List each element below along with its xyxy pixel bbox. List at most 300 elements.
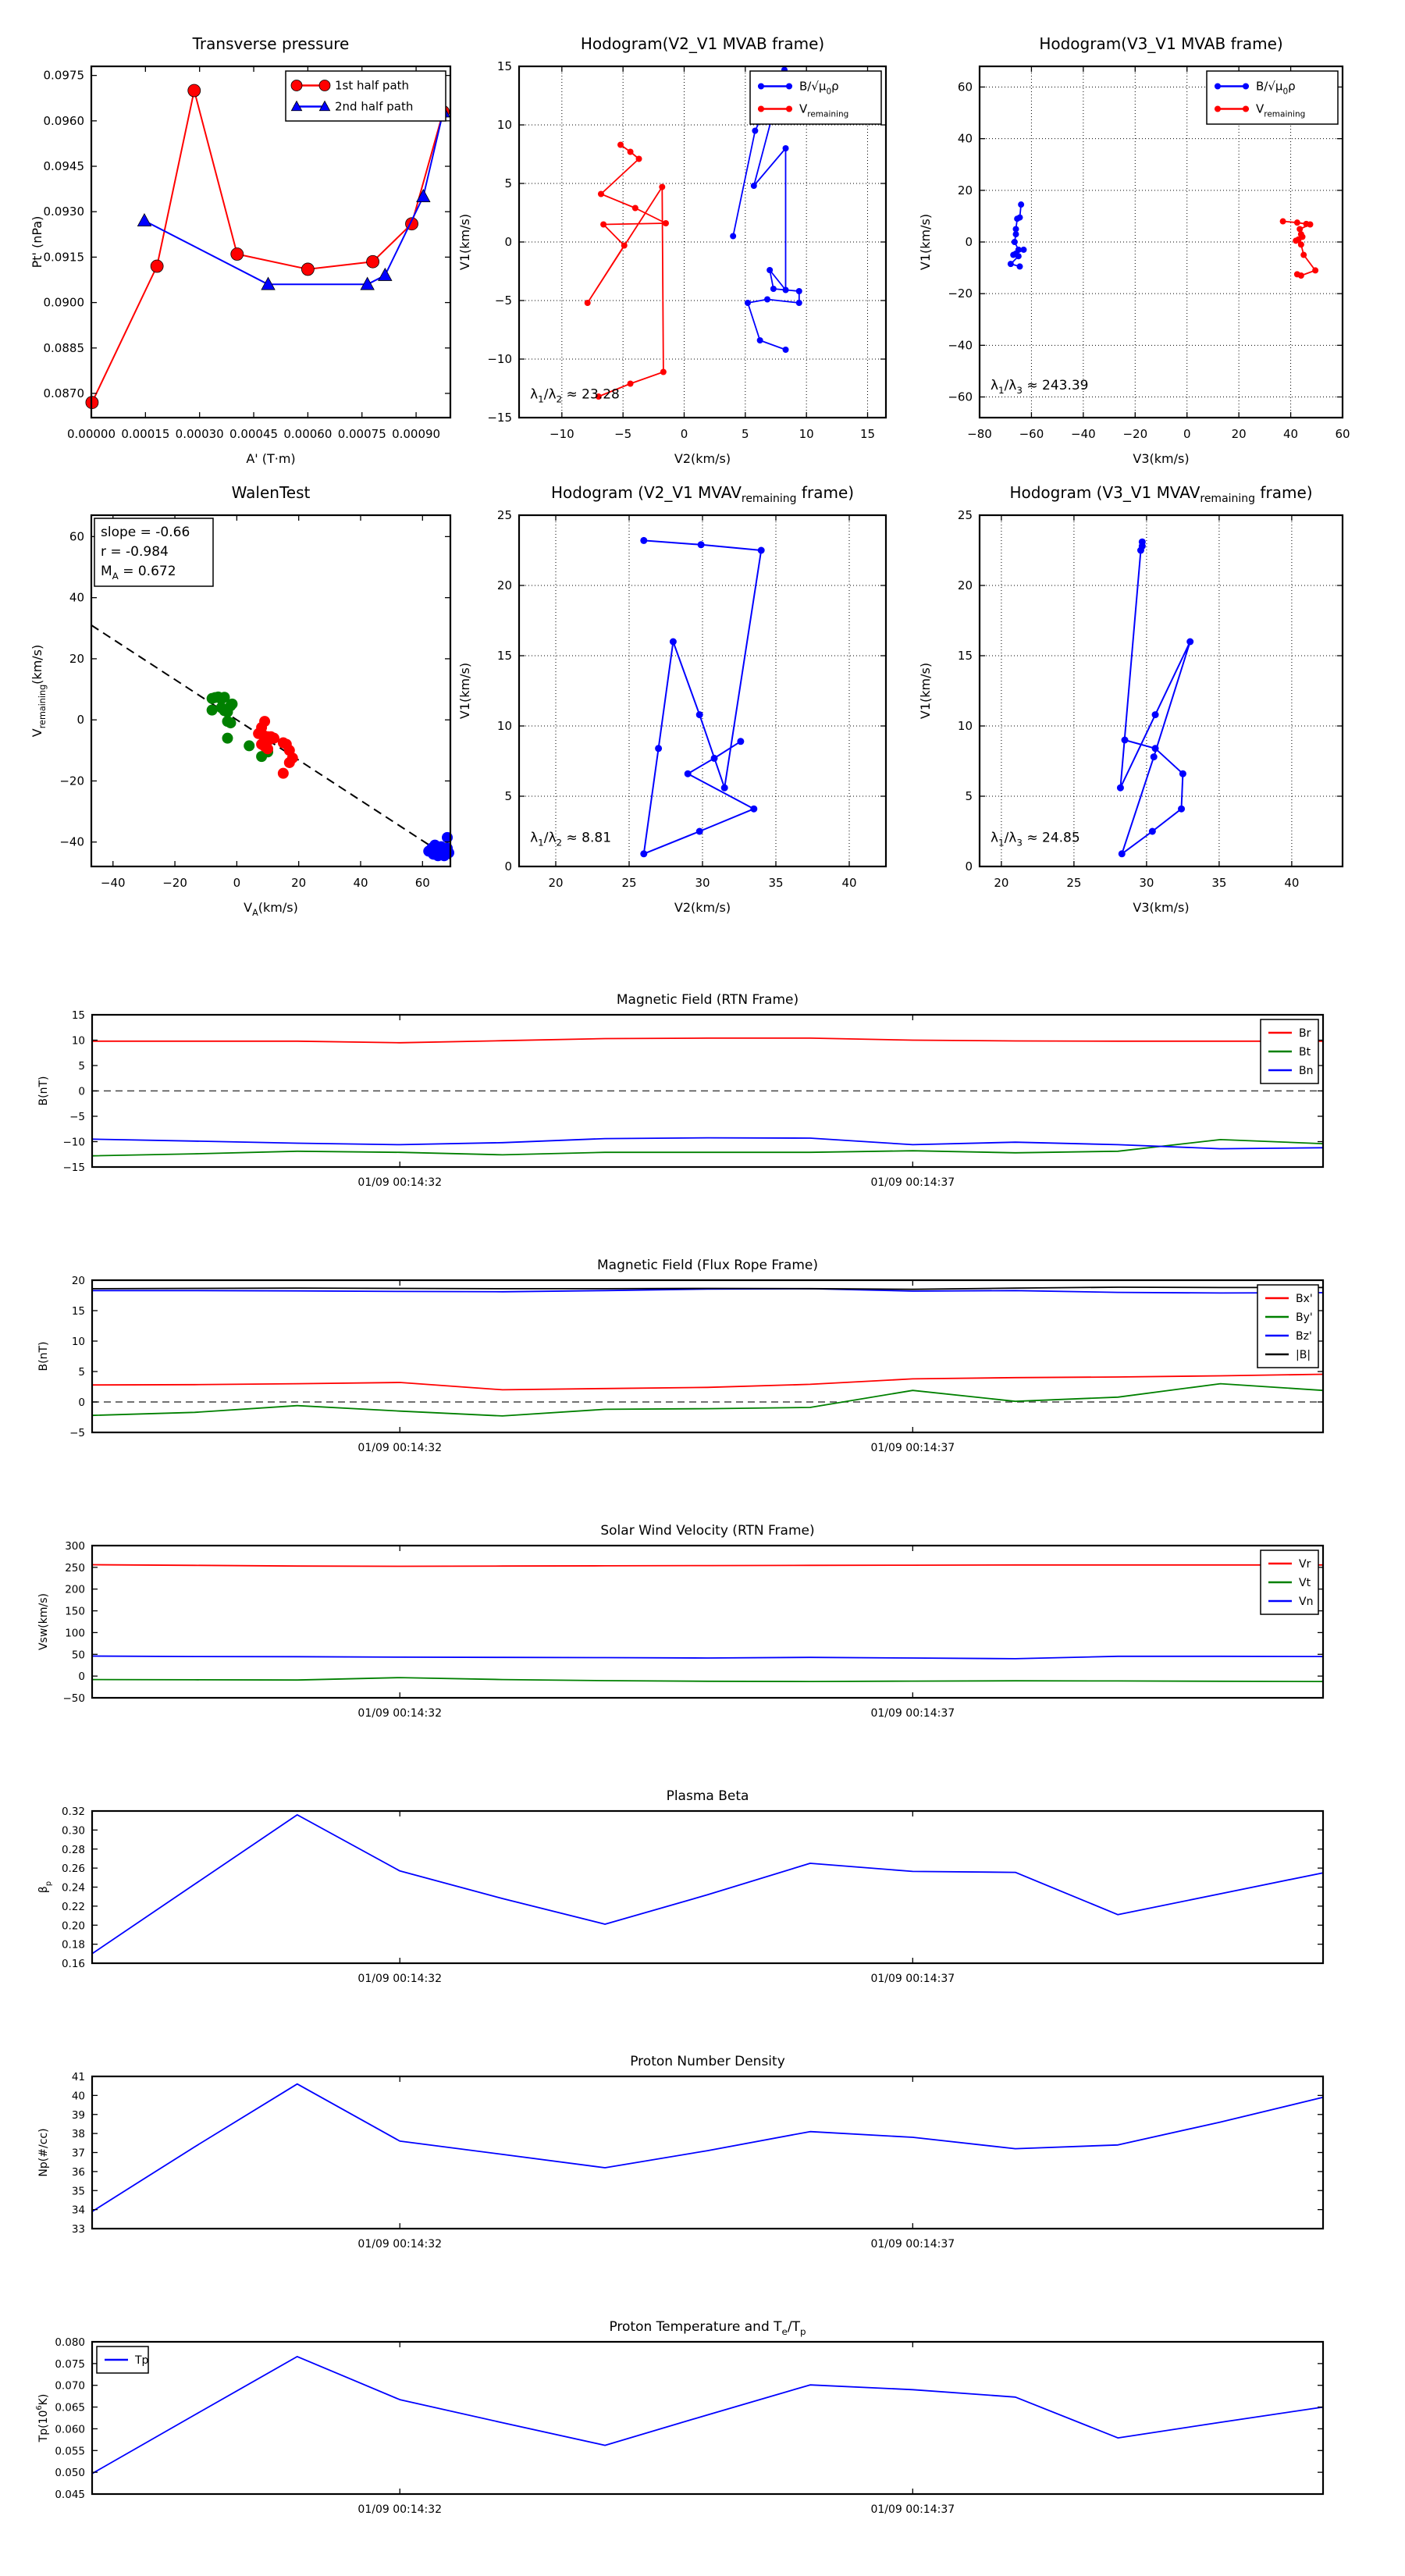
marker-circle: [1008, 261, 1014, 267]
y-tick-label: 0: [504, 859, 512, 873]
marker-circle: [1293, 237, 1299, 244]
y-tick-label: 0.18: [61, 1938, 85, 1952]
y-tick-label: 300: [65, 1540, 85, 1553]
panel-title: Proton Number Density: [630, 2054, 785, 2069]
y-tick-label: 34: [71, 2204, 85, 2217]
x-tick-label: 40: [1283, 427, 1299, 441]
x-tick-label: 01/09 00:14:37: [870, 1707, 955, 1720]
y-tick-label: 40: [957, 131, 973, 146]
panel-title: Solar Wind Velocity (RTN Frame): [600, 1523, 815, 1539]
series-Np: [92, 2084, 1323, 2211]
y-tick-label: 0.0945: [43, 159, 84, 174]
marker-circle: [632, 205, 638, 212]
marker-circle: [1307, 222, 1313, 228]
y-tick-label: 41: [71, 2071, 85, 2083]
y-tick-label: −50: [62, 1692, 85, 1705]
legend: [97, 2347, 149, 2373]
y-tick-label: 40: [69, 590, 84, 605]
marker-circle: [1215, 106, 1221, 112]
y-tick-label: 5: [78, 1060, 85, 1073]
y-tick-label: 15: [71, 1305, 85, 1318]
x-tick-label: 25: [1066, 876, 1082, 890]
y-tick-label: 20: [71, 1275, 85, 1287]
y-tick-label: 39: [71, 2108, 85, 2122]
panel-title: Hodogram(V3_V1 MVAB frame): [1039, 34, 1283, 53]
y-tick-label: −10: [487, 352, 512, 366]
x-tick-label: 01/09 00:14:32: [357, 2238, 443, 2250]
series-V-path: [1117, 539, 1193, 858]
marker-triangle: [137, 214, 151, 226]
marker-circle: [636, 156, 642, 162]
panel-title: Plasma Beta: [666, 1788, 749, 1804]
y-tick-label: 0.30: [61, 1824, 85, 1838]
y-axis-label: V1(km/s): [457, 662, 472, 720]
y-tick-label: 0.0975: [43, 68, 84, 83]
axes-box: [980, 515, 1343, 866]
annotation-text: $\lambda_1/\lambda_3 \approx 243.39$: [990, 378, 1089, 396]
y-tick-label: 0.050: [55, 2467, 85, 2480]
panel-title: Magnetic Field (Flux Rope Frame): [597, 1258, 818, 1273]
x-tick-label: 0.00015: [121, 427, 170, 441]
y-tick-label: 0.055: [55, 2445, 85, 2458]
series-V_{remaining}: [585, 142, 669, 400]
marker-circle: [1117, 785, 1124, 792]
marker-circle: [1152, 711, 1159, 718]
series-line: [92, 1287, 1323, 1290]
marker-circle: [1010, 252, 1016, 258]
y-tick-label: 0.0870: [43, 386, 84, 400]
marker-circle: [1294, 271, 1300, 277]
panel-mag-rtn: [12, 968, 1397, 1218]
marker-circle: [1152, 745, 1159, 752]
y-tick-label: 25: [957, 508, 973, 522]
legend-label: |B|: [1296, 1349, 1311, 1361]
marker-circle: [319, 80, 330, 91]
marker-circle: [758, 84, 764, 90]
y-tick-label: 40: [71, 2090, 85, 2103]
y-axis-label: B(nT): [37, 1076, 50, 1106]
x-axis-label: V3(km/s): [1133, 451, 1190, 466]
y-tick-label: 60: [957, 80, 973, 94]
panel-transverse-pressure: [12, 12, 515, 511]
y-axis-label: $\beta_p$: [37, 1880, 53, 1894]
panel-hodogram-v2v1-mvab: [445, 12, 944, 511]
panel-plasma-beta: [12, 1764, 1397, 2014]
legend-label: Vr: [1299, 1558, 1311, 1571]
x-tick-label: 01/09 00:14:32: [357, 2503, 443, 2516]
panel-proton-temp: [12, 2295, 1397, 2545]
x-tick-label: 10: [799, 427, 814, 441]
marker-circle: [737, 738, 744, 745]
x-tick-label: 0.00075: [337, 427, 386, 441]
series-line: [92, 2357, 1323, 2474]
y-tick-label: −20: [948, 286, 973, 301]
series-|B|: [92, 1287, 1323, 1290]
y-tick-label: 250: [65, 1561, 85, 1574]
marker-circle: [1122, 737, 1129, 744]
y-tick-label: 0.070: [55, 2379, 85, 2393]
marker-circle: [1186, 639, 1193, 646]
y-axis-label: Vsw(km/s): [37, 1592, 50, 1651]
annotation-text: $\lambda_1/\lambda_2 \approx 23.28$: [530, 386, 620, 405]
y-tick-label: −5: [494, 294, 512, 308]
marker-circle: [1137, 547, 1144, 554]
panel-title: Transverse pressure: [192, 34, 350, 53]
marker-circle: [711, 755, 718, 762]
y-tick-label: 33: [71, 2223, 85, 2236]
y-tick-label: 0: [965, 235, 973, 249]
x-axis-label: V2(km/s): [674, 900, 731, 915]
x-tick-label: 01/09 00:14:32: [357, 1176, 443, 1189]
x-tick-label: −10: [550, 427, 574, 441]
panel-mag-fluxrope: [12, 1233, 1397, 1483]
y-tick-label: 38: [71, 2128, 85, 2141]
series-beta_p: [92, 1815, 1323, 1954]
series-line: [92, 1815, 1323, 1954]
marker-circle: [730, 233, 736, 240]
marker-circle: [231, 248, 244, 261]
y-tick-label: 0.0930: [43, 205, 84, 219]
panel-proton-density: [12, 2030, 1397, 2279]
x-tick-label: 20: [994, 876, 1009, 890]
y-tick-label: 10: [957, 719, 973, 733]
marker-circle: [600, 222, 606, 228]
y-tick-label: 100: [65, 1627, 85, 1640]
marker-circle: [1294, 219, 1300, 226]
marker-circle: [628, 149, 634, 155]
panel-title: Hodogram (V2_V1 $MVAV_{remaining}$ frame): [550, 483, 855, 505]
marker-circle: [659, 184, 665, 190]
panel-title: Proton Temperature and $T_e/T_p$: [609, 2319, 806, 2337]
series-Vr: [92, 1565, 1323, 1567]
series-line: [92, 1565, 1323, 1567]
marker-circle: [225, 717, 236, 728]
legend: [1261, 1019, 1318, 1083]
x-tick-label: 0.00045: [229, 427, 279, 441]
y-tick-label: −40: [59, 834, 84, 849]
y-tick-label: 37: [71, 2147, 85, 2160]
annotation-text: $\lambda_1/\lambda_2 \approx 8.81$: [530, 830, 612, 849]
x-tick-label: 20: [291, 876, 307, 890]
panel-hodogram-v3v1-mvab: [905, 12, 1405, 511]
y-tick-label: 0.20: [61, 1920, 85, 1933]
y-axis-label: $V_{remaining}(km/s)$: [30, 644, 48, 738]
stats-line: slope = -0.66: [101, 525, 190, 540]
series-line: [92, 91, 443, 403]
marker-circle: [1215, 84, 1221, 90]
x-tick-label: −60: [1019, 427, 1044, 441]
stats-line: r = -0.984: [101, 544, 169, 560]
y-axis-label: V1(km/s): [457, 213, 472, 271]
series-line: [92, 1138, 1323, 1149]
y-tick-label: 150: [65, 1605, 85, 1618]
marker-circle: [660, 369, 667, 375]
y-tick-label: 0: [78, 1085, 85, 1098]
legend-label: 1st half path: [335, 78, 410, 93]
y-tick-label: 15: [496, 649, 512, 663]
x-tick-label: 01/09 00:14:32: [357, 1707, 443, 1720]
y-tick-label: 0: [504, 235, 512, 249]
y-tick-label: 0: [78, 1397, 85, 1409]
legend-label: $B/√\mu_0\rho$: [1256, 79, 1296, 97]
legend-label: Bt: [1299, 1046, 1311, 1059]
marker-circle: [284, 757, 295, 768]
x-tick-label: −40: [100, 876, 126, 890]
series-Bn: [92, 1138, 1323, 1149]
legend-label: Vt: [1299, 1577, 1311, 1589]
y-tick-label: 0.0885: [43, 340, 84, 355]
x-tick-label: −80: [967, 427, 992, 441]
y-tick-label: 200: [65, 1583, 85, 1596]
marker-circle: [207, 705, 218, 716]
y-tick-label: 0.16: [61, 1958, 85, 1970]
marker-circle: [685, 770, 692, 777]
x-tick-label: 30: [1139, 876, 1154, 890]
y-tick-label: 0.24: [61, 1881, 85, 1895]
y-tick-label: 10: [496, 719, 512, 733]
x-tick-label: 01/09 00:14:37: [870, 2238, 955, 2250]
y-tick-label: 50: [71, 1649, 85, 1662]
series-Vt: [92, 1678, 1323, 1681]
marker-circle: [783, 145, 789, 151]
y-tick-label: −5: [69, 1111, 85, 1123]
legend-label: Bn: [1299, 1065, 1314, 1077]
marker-circle: [670, 639, 677, 646]
y-axis-label: $Tp(10^6K)$: [35, 2393, 50, 2443]
series-Bx': [92, 1375, 1323, 1390]
series-Bt: [92, 1140, 1323, 1156]
x-tick-label: 01/09 00:14:37: [870, 1176, 955, 1189]
legend-label: Vn: [1299, 1596, 1314, 1608]
annotation-text: $\lambda_1/\lambda_3 \approx 24.85$: [990, 830, 1080, 849]
legend-label: $V_{remaining}$: [799, 101, 849, 119]
legend-label: Tp: [135, 2354, 149, 2367]
x-tick-label: 01/09 00:14:32: [357, 1973, 443, 1985]
marker-circle: [291, 80, 302, 91]
y-tick-label: 0.0915: [43, 250, 84, 265]
x-axis-label: V2(km/s): [674, 451, 731, 466]
marker-circle: [696, 828, 703, 835]
y-axis-label: V1(km/s): [918, 662, 933, 720]
marker-circle: [745, 300, 751, 306]
panel-hodogram-v3v1-mvav: [905, 461, 1405, 960]
series-B/√μ_{0}ρ: [1008, 201, 1027, 269]
y-tick-label: 0.080: [55, 2336, 85, 2349]
legend: [1207, 71, 1338, 124]
marker-circle: [796, 288, 802, 294]
series-line: [92, 1140, 1323, 1156]
panel-title: Magnetic Field (RTN Frame): [616, 992, 799, 1008]
x-tick-label: −20: [1122, 427, 1148, 441]
marker-circle: [786, 84, 792, 90]
marker-circle: [1243, 106, 1249, 112]
series-Bz': [92, 1289, 1323, 1293]
marker-circle: [698, 541, 705, 548]
y-tick-label: 0.0900: [43, 295, 84, 310]
series-line: [92, 1038, 1323, 1043]
marker-circle: [301, 263, 314, 276]
y-tick-label: 20: [957, 578, 973, 592]
panel-title: Hodogram (V3_V1 $MVAV_{remaining}$ frame): [1009, 483, 1313, 505]
marker-circle: [1243, 84, 1249, 90]
x-axis-label: A' (T·m): [246, 451, 296, 466]
y-tick-label: 0.28: [61, 1843, 85, 1856]
y-tick-label: −40: [948, 338, 973, 353]
y-tick-label: 60: [69, 529, 84, 544]
marker-circle: [1298, 241, 1304, 247]
marker-circle: [796, 300, 802, 306]
x-tick-label: −5: [614, 427, 632, 441]
x-tick-label: 5: [742, 427, 749, 441]
marker-circle: [640, 537, 647, 544]
marker-circle: [278, 768, 289, 779]
panel-title: Hodogram(V2_V1 MVAB frame): [580, 34, 825, 53]
y-tick-label: 5: [965, 789, 973, 803]
marker-circle: [767, 267, 773, 273]
series-line: [92, 1375, 1323, 1390]
x-tick-label: 60: [1335, 427, 1350, 441]
marker-circle: [222, 733, 233, 744]
marker-triangle: [379, 269, 392, 281]
y-tick-label: 0.32: [61, 1806, 85, 1818]
marker-circle: [1014, 215, 1020, 222]
stats-line: $M_A = 0.672$: [101, 564, 176, 582]
series-Tp: [92, 2357, 1323, 2474]
legend: [286, 71, 446, 121]
marker-circle: [696, 711, 703, 718]
x-tick-label: 25: [621, 876, 637, 890]
x-tick-label: 15: [859, 427, 876, 441]
y-axis-label: Np(#/cc): [37, 2128, 50, 2177]
x-tick-label: 01/09 00:14:32: [357, 1442, 443, 1454]
y-tick-label: 0: [965, 859, 973, 873]
marker-circle: [1151, 753, 1158, 760]
marker-circle: [1179, 770, 1186, 777]
y-tick-label: 0.075: [55, 2357, 85, 2371]
y-tick-label: 20: [957, 183, 973, 197]
marker-circle: [1119, 850, 1126, 857]
marker-circle: [1300, 252, 1307, 258]
y-tick-label: 0.0960: [43, 113, 84, 128]
y-tick-label: 0.26: [61, 1863, 85, 1876]
panel-hodogram-v2v1-mvav: [445, 461, 944, 960]
marker-circle: [783, 287, 789, 294]
y-tick-label: 5: [504, 176, 512, 190]
panel-title: WalenTest: [231, 483, 311, 502]
x-tick-label: 40: [353, 876, 368, 890]
marker-circle: [663, 220, 669, 226]
marker-circle: [1312, 267, 1318, 273]
x-tick-label: 0: [233, 876, 241, 890]
series-Br: [92, 1038, 1323, 1043]
marker-circle: [1016, 263, 1023, 269]
y-tick-label: 36: [71, 2165, 85, 2179]
y-tick-label: 25: [496, 508, 512, 522]
legend-label: $B/√\mu_0\rho$: [799, 79, 839, 97]
marker-circle: [752, 128, 758, 134]
marker-circle: [783, 347, 789, 353]
axes-box: [92, 2076, 1323, 2229]
y-tick-label: 15: [71, 1009, 85, 1022]
marker-circle: [1018, 201, 1024, 208]
y-tick-label: 0.045: [55, 2489, 85, 2501]
y-tick-label: 35: [71, 2185, 85, 2198]
marker-circle: [1016, 253, 1022, 259]
series-line: [92, 1289, 1323, 1293]
x-tick-label: 0: [680, 427, 688, 441]
marker-circle: [598, 191, 604, 197]
axes-box: [92, 2342, 1323, 2494]
axes-box: [92, 1811, 1323, 1963]
y-tick-label: −10: [62, 1136, 85, 1149]
x-tick-label: 0.00000: [66, 427, 116, 441]
panel-vsw-rtn: [12, 1499, 1397, 1749]
legend-label: Bz': [1296, 1330, 1312, 1343]
series-red-cluster: [253, 716, 298, 779]
y-tick-label: −15: [487, 411, 512, 425]
series-By': [92, 1384, 1323, 1416]
y-tick-label: 15: [496, 59, 512, 73]
marker-circle: [244, 740, 254, 751]
legend-label: Br: [1299, 1027, 1311, 1040]
x-tick-label: 0.00090: [392, 427, 441, 441]
legend: [750, 71, 881, 124]
x-tick-label: 20: [548, 876, 564, 890]
marker-circle: [758, 547, 765, 554]
axes-box: [92, 1546, 1323, 1698]
marker-circle: [151, 260, 163, 272]
series-Vn: [92, 1656, 1323, 1659]
marker-circle: [1178, 806, 1185, 813]
legend-label: $V_{remaining}$: [1256, 101, 1306, 119]
y-tick-label: 0.065: [55, 2401, 85, 2414]
marker-circle: [750, 806, 757, 813]
series-V_{remaining}: [1280, 219, 1319, 279]
y-tick-label: 20: [69, 651, 84, 666]
marker-triangle: [261, 277, 275, 290]
series-line: [144, 112, 443, 284]
marker-circle: [259, 716, 270, 727]
y-axis-label: B(nT): [37, 1341, 50, 1372]
x-tick-label: 35: [1211, 876, 1227, 890]
marker-circle: [188, 84, 201, 97]
marker-circle: [1149, 828, 1156, 835]
series-line: [92, 1678, 1323, 1681]
x-tick-label: 0: [1183, 427, 1191, 441]
marker-circle: [1280, 219, 1286, 225]
x-tick-label: 35: [768, 876, 784, 890]
marker-circle: [1020, 247, 1026, 253]
marker-circle: [1012, 239, 1018, 245]
y-tick-label: 10: [496, 118, 512, 132]
marker-circle: [758, 106, 764, 112]
x-tick-label: 20: [1231, 427, 1247, 441]
marker-circle: [621, 243, 628, 249]
marker-circle: [721, 785, 728, 792]
x-tick-label: 01/09 00:14:37: [870, 1442, 955, 1454]
marker-circle: [655, 745, 662, 752]
series-line: [92, 2084, 1323, 2211]
legend-label: By': [1296, 1311, 1313, 1324]
marker-circle: [770, 286, 777, 292]
x-tick-label: 40: [1284, 876, 1300, 890]
legend-label: Bx': [1296, 1293, 1313, 1305]
x-tick-label: 40: [841, 876, 857, 890]
marker-circle: [617, 142, 624, 148]
panel-walen-test: [12, 461, 515, 960]
marker-circle: [262, 743, 273, 754]
x-tick-label: 01/09 00:14:37: [870, 2503, 955, 2516]
